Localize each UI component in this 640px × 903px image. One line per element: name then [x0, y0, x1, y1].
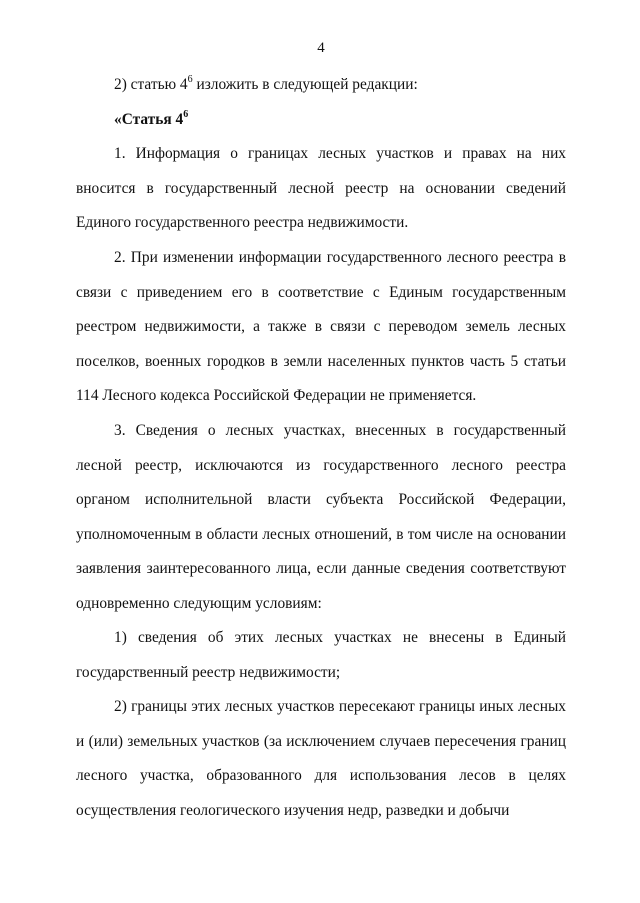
intro-text-suffix: изложить в следующей редакции:	[192, 76, 418, 93]
paragraph-2: 2. При изменении информации государственного лесного реестра в связи с приведением его в соответствие с Единым государственным реестром недвижимости, а также в связи с переводом земель лесных поселков, военных городков в земли населенных пунктов часть 5 статьи 114 Лесного кодекса Российской Федерации не применяется.	[76, 249, 566, 405]
page-number: 4	[317, 40, 325, 56]
paragraph-item-1: 1) сведения об этих лесных участках не внесены в Единый государственный реестр недвижимости;	[76, 629, 566, 681]
intro-paragraph	[76, 68, 566, 103]
intro-text-prefix: 2) статью 4	[114, 76, 188, 93]
paragraph-item-2: 2) границы этих лесных участков пересекают границы иных лесных и (или) земельных участков (за исключением случаев пересечения границ лесного участка, образованного для использования лесов в целях осуществления геологического изучения недр, разведки и добычи	[76, 698, 566, 819]
paragraph-1: 1. Информация о границах лесных участков и правах на них вносится в государственный лесной реестр на основании сведений Единого государственного реестра недвижимости.	[76, 145, 566, 232]
article-heading	[76, 103, 566, 138]
intro-superscript: 6	[187, 73, 193, 85]
article-heading-text: «Статья 4	[114, 111, 184, 128]
article-heading-superscript: 6	[183, 108, 189, 120]
paragraph-3: 3. Сведения о лесных участках, внесенных в государственный лесной реестр, исключаются из государственного лесного реестра органом исполнительной власти субъекта Российской Федерации, уполномоченным в области лесных отношений, в том числе на основании заявления заинтересованного лица, если данные сведения соответствуют одновременно следующим условиям:	[76, 422, 566, 612]
